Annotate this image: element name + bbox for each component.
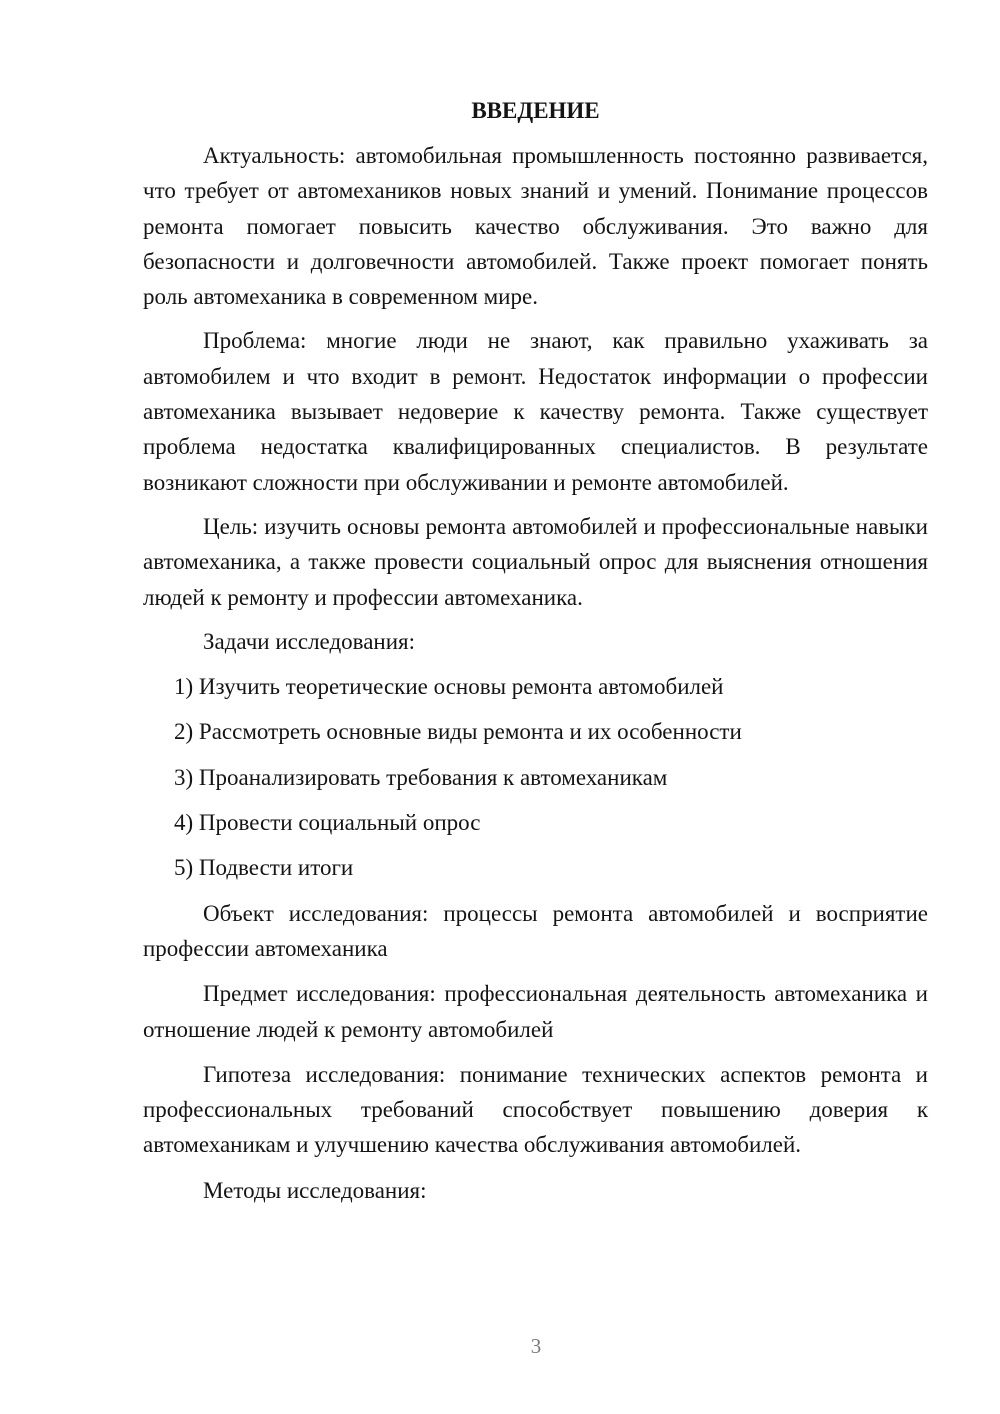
object-paragraph: Объект исследования: процессы ремонта автомобилей и восприятие профессии автомеханика — [143, 900, 928, 961]
relevance-paragraph: Актуальность: автомобильная промышленность постоянно развивается, что требует от автомехаников новых знаний и умений. Понимание процессов ремонта помогает повысить качество обслуживания. Это важно для безопасности и долговечности автомобилей. Также проект помогает понять роль автомеханика в современном мире. — [143, 143, 928, 310]
problem-paragraph: Проблема: многие люди не знают, как правильно ухаживать за автомобилем и что входит в ремонт. Недостаток информации о профессии автомеханика вызывает недоверие к качеству ремонта. Также существует проблема недостатка квалифицированных специалистов. В результате возникают сложности при обслуживании и ремонте автомобилей. — [143, 328, 928, 495]
hypothesis-paragraph: Гипотеза исследования: понимание технических аспектов ремонта и профессиональных требований способствует повышению доверия к автомеханикам и улучшению качества обслуживания автомобилей. — [143, 1061, 928, 1158]
task-item-4: 4) Провести социальный опрос — [174, 810, 481, 836]
task-item-2: 2) Рассмотреть основные виды ремонта и их особенности — [174, 719, 742, 745]
task-list — [143, 669, 928, 885]
page-number: 3 — [530, 1334, 542, 1358]
goal-paragraph: Цель: изучить основы ремонта автомобилей и профессиональные навыки автомеханика, а также провести социальный опрос для выяснения отношения людей к ремонту и профессии автомеханика. — [143, 513, 928, 610]
document-page — [143, 93, 928, 1218]
subject-paragraph: Предмет исследования: профессиональная деятельность автомеханика и отношение людей к ремонту автомобилей — [143, 981, 928, 1042]
task-item-1: 1) Изучить теоретические основы ремонта автомобилей — [174, 674, 724, 700]
task-item-5: 5) Подвести итоги — [174, 855, 354, 881]
methods-paragraph: Методы исследования: — [203, 1177, 427, 1203]
task-item-3: 3) Проанализировать требования к автомеханикам — [174, 764, 668, 790]
section-title: ВВЕДЕНИЕ — [471, 98, 600, 123]
tasks-heading: Задачи исследования: — [203, 628, 416, 654]
